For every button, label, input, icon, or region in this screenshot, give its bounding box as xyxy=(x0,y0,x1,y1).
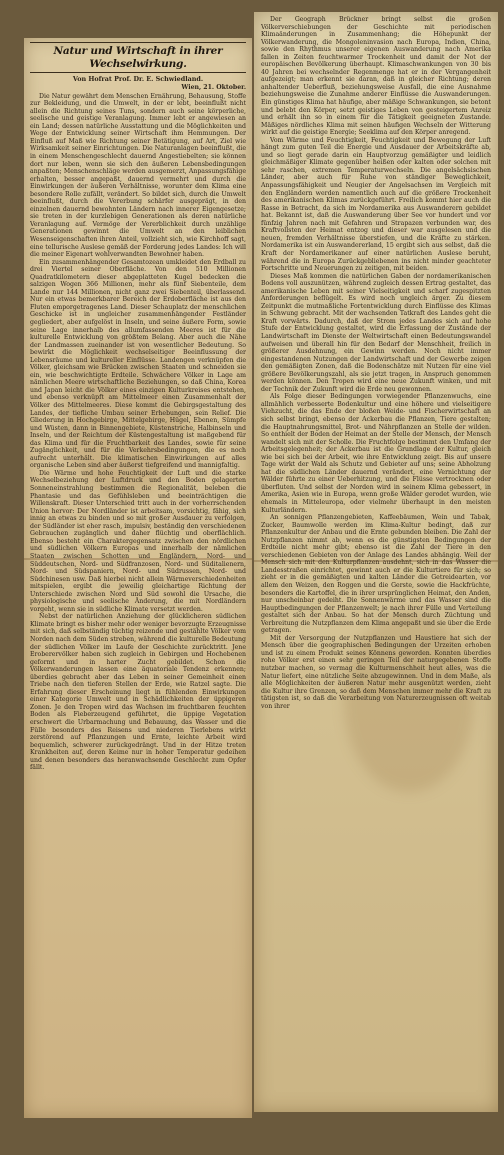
article-headline: Natur und Wirtschaft in ihrer Wechselwirkung. xyxy=(30,42,246,73)
right-text-column xyxy=(261,16,491,1108)
paragraph: Als Folge dieser Bedingungen vorwiegender Pflanzenwuchs, eine allmählich verbesserte Bodenkultur und eine höhere und vielseitigere Viehzucht, die das Ende der bloßen Weide- und Fischerwirtschaft an sich selbst bringt, ebenso der Ackerbau die Pflanzen, Tiere gestalten; die Hauptnahrungsmittel, Brot- und Nährpflanzen an Stelle der wilden. So enthielt der Boden der Heimat an der Stelle der Mensch, der Mensch wandelt sich mit der Scholle. Die Fruchtfolge bestimmt den Umfang der Arbeitsgelegenheit; der Ackerbau ist die Grundlage der Kultur, gleich wie bei sich bei der Arbeit, wie ihre Entwicklung zeigt. Bis auf unsere Tage wirkt der Wald als Schutz und Gebieter auf uns; seine Abholzung hat die südlichen Länder dauernd verändert, eine Vernichtung der Wälder führte zu einer Ueberhitzung, und die Flüsse vertrocknen oder überfluten. Und selbst der Norden wird in seinem Klima gebessert, in Amerika, Asien wie in Europa, wenn große Wälder gerodet wurden, wie ehemals in Mitteleuropa, oder vielmehr überhaupt in den meisten Kulturländern. xyxy=(261,393,491,514)
paragraph: Ein zusammenhängender Gesamtozean umkleidet den Erdball zu drei Viertel seiner Oberfläche. Von den 510 Millionen Quadratkilometern dieser abgeplatteten Kugel bedecken die salzigen Wogen 366 Millionen, mehr als fünf Siebenteile, dem Lande nur 144 Millionen, nicht ganz zwei Siebenteil, überlassend. Nur ein etwas bemerkbarer Bereich der Erdoberfläche ist aus den Fluten emporgetragenes Land. Dieser Schauplatz der menschlichen Geschicke ist in ungleicher zusammenhängender Festländer gegliedert, aber aufgelöst in Inseln, und seine äußere Form, sowie seine Lage innerhalb des allumfassenden Meeres ist für die kulturelle Entwicklung von größtem Belang. Aber auch die Nähe der Landmassen zueinander ist von wesentlicher Bedeutung. So bewirkt die Möglichkeit wechselseitiger Beeinflussung der Lebensräume und kultureller Einflüsse. Landengen verknüpfen die Völker, gleichsam wie Brücken zwischen Staaten und schneiden sie ein, wie beschwichtigte Erdteile. Schwächere Völker in Lage am nämlichen Meere wirtschaftliche Beziehungen, so daß China, Korea und Japan leicht die Völker eines einzigen Kulturkreises entstehen, und ebenso verknüpft am Mittelmeer einen Zusammenhalt der Völker des Mittelmeeres. Diese kommt die Gebirgsgestaltung des Landes, der tiefliche Umbau seiner Erhebungen, sein Relief. Die Gliederung in Hochgebirge, Mittelgebirge, Hügel, Ebenen, Sümpfe und Wüsten, dann in Binnengebiete, Küstenstriche, Halbinseln und Inseln, und der Reichtum der Küstengestaltung ist maßgebend für das Klima und für die Fruchtbarkeit des Landes, sowie für seine Zugänglichkeit, und für die Verkehrsbedingungen, die es noch aufrecht unterhält. Die klimatischen Einwirkungen auf alles organische Leben sind aber äußerst tiefgreifend und mannigfaltig. xyxy=(30,258,246,470)
left-clipping xyxy=(24,38,252,1118)
paragraph: Nebst der natürlichen Anziehung der glücklicheren südlichen Klimate bringt es bisher mehr oder weniger bevorzugte Erzeugnisse mit sich, daß selbständig tüchtig reizende und gestählte Völker vom Norden nach dem Süden streben, während die kulturelle Bedeutung der südlichen Völker im Laufe der Geschichte zurücktritt. Jene Eroberervölker haben sich zugleich in Gebirgen und Hochebenen geformt und in harter Zucht gebildet. Schon die Völkerwanderungen lassen eine äquatoriale Tendenz erkennen; überdies gebracht aber das Leben in seiner Gemeinheit einen Triebe nach den tieferen Stellen der Erde, wie Ratzel sagte. Die Erfahrung dieser Erscheinung liegt in fühlenden Einwirkungen einer Kategorie Umwelt und in Schädlichkeiten der üppigeren Zonen. Je den Tropen wird das Wachsen im fruchtbaren feuchten Boden als Fieberzeugend geführtet, die üppige Vegetation erschwert die Urbarmachung und Bebauung, das Wasser und die Fülle besonders des Reisens und niederen Tierlebens wirkt zerstörend auf Pflanzungen und Ernte, leichte Arbeit wird bequemlich, schwerer zurückgedrängt. Und in der Hitze treten Krankheiten auf, deren Keime nur in hoher Temperatur gedeihen und denen besonders das heranwachsende Geschlecht zum Opfer fällt. xyxy=(30,613,246,772)
paragraph: Dieses Maß kommen die natürlichen Gaben der nordamerikanischen Bodens voll auszunützen, während zugleich dessen Ertrag gestaltet, das amerikanische Leben mit seiner Vielseitigkeit und scharf zugespitzten Anforderungen beflügelt. Es wird noch ungleich ärger. Zu diesem Zeitpunkt die mutmaßliche Fortentwicklung durch Einflüsse des Klimas in Schwung gebracht. Mit der wachsenden Tatkraft des Landes geht die Kraft vorwärts. Dadurch, daß der Strom jedes Landes sich auf hohe Stufe der Entwicklung gestaltet, wird die Erfassung der Zustände der Landwirtschaft im Dienste der Weltwirtschaft einen Bedeutungswandel aufweisen und überall hin für den Bedarf der Menschheit, freilich in größerer Ausdehnung, ein Gewinn werden. Noch nicht immer eingestandenen Nutzungen der Landwirtschaft und der Gewerbe zeigen den gemäßigten Zonen, daß die Bodenschätze mit Nutzen für eine viel größere Bevölkerungszahl, als sie jetzt tragen, in Anspruch genommen werden können. Den Tropen wird eine neue Zukunft winken, und mit der Technik der Zukunft wird die Erde neu gewonnen. xyxy=(261,272,491,393)
paragraph: Die Natur gewährt dem Menschen Ernährung, Behausung, Stoffe zur Bekleidung, und die Umwelt, in der er lebt, beeinflußt nicht allein die Richtung seines Tuns, sondern auch seine körperliche, seelische und geistige Veranlagung. Immer lebt er angewiesen an ein Land; dessen natürliche Ausstattung und die Möglichkeiten und Wege der Entwicklung seiner Wirtschaft ihm Hemmungen. Der Einfluß auf Maß wie Richtung seiner Betätigung, auf Art, Ziel wie Wirksamkeit seiner Einrichtungen. Die Naturanlagen beeinflußt, die in einem Menschengeschlecht dauernd Angestiebelten; sie können dort nur leben, wenn sie sich den äußeren Lebensbedingungen anpaßten; Menschenschläge werden ausgemerzt, Anpassungsfähige erhalten, besser angepaßt, dauernd vermehrt und durch die Einwirkungen der äußeren Verhältnisse, worunter dem Klima eine besondere Rolle zufällt, verändert. So bildet sich, durch die Umwelt beeinflußt, durch die Vererbung schärfer ausgeprägt, in den einzelnen dauernd bewohnten Ländern nach innerer Eigengesetze; sie treten in der kurzlebigen Generationen als deren natürliche Veranlagung auf. Vermöge der Vererblichkeit durch unzählige Generationen gewinnt die Umwelt an den leiblichen Wesenseigenschaften ihren Anteil, vollzieht sich, wie Kirchhoff sagt, eine tellurische Auslese gemäß der Forderung jedes Landes: Ich will die meiner Eigenart wohlverwandten Bewohner haben. xyxy=(30,92,246,259)
paragraph: Vom Wärme und Feuchtigkeit, Feuchtigkeit und Bewegung der Luft hängt zum guten Teil die Energie und Ausdauer der Arbeitskräfte ab, und so liegt gerade darin ein Hauptvorzug gemäßigter und leidlich gleichmäßiger Klimate gegenüber heißen oder kalten oder solchen mit sehr raschen, extremen Temperaturwechseln. Die angelsächsischen Länder, aber auch für Ruhe von ständiger Beweglichkeit, Anpassungsfähigkeit und Neugier der Angelsachsen im Vergleich mit den Engländern werden namentlich auch auf die größere Trockenheit des amerikanischen Klimas zurückgeführt. Freilich kommt hier auch die Rasse in Betracht, da sich im Nordamerika aus Auswanderern gebildet hat. Bekannt ist, daß die Auswanderung über See vor hundert und vor fünfzig Jahren nach mit Gefahren und Strapazen verbunden war, des Kraftvollsten der Heimat entzog und dieser war ausgelesen und die neuen, fremden Verhältnisse überstiefen, und die Kräfte zu stärken. Nordamerika ist ein Auswandererland, 15 ergibt sich aus selbst, daß die Kraft der Nordamerikaner auf einer natürlichen Auslese beruht, während die in Europa Zurückgebliebenen ins nicht minder geachteter Fortschritte und Neuerungen zu zeitigen, mit beiden. xyxy=(261,136,491,273)
article-dateline: Wien, 21. Oktober. xyxy=(181,84,246,91)
paragraph: An sonnigen Pflanzengebieten, Kaffeebäumen, Wein und Tabak, Zucker, Baumwolle werden im Klima-Kultur bedingt, daß zur Pflanzenkultur der Anbau und die Ernte gebunden bleiben. Die Zahl der Nutzpflanzen nimmt ab, wenn es die günstigsten Bedingungen der Erdteile nicht mehr gibt; ebenso ist die Zahl der Tiere in den verschiedenen Gebieten von der Anlage des Landes abhängig. Weil der Mensch sich mit den Kulturpflanzen ausdehnt, sich in das Wasser die Landesstraßen einrichtet, gewinnt auch er die Kulturtiere für sich; so zieht er in die gemäßigten und kalten Länder die Getreidearten, vor allem den Weizen, den Roggen und die Gerste, sowie die Hackfrüchte, besonders die Kartoffel, die in ihrer ursprünglichen Heimat, den Anden, nur unscheinbar gedeiht. Die Sonnenwärme und das Wasser sind die Hauptbedingungen der Pflanzenwelt; je nach ihrer Fülle und Verteilung gestaltet sich der Anbau. So hat der Mensch durch Züchtung und Verbreitung die Nutzpflanzen dem Klima angepaßt und sie über die Erde getragen. xyxy=(261,514,491,635)
paragraph: Mit der Versorgung der Nutzpflanzen und Haustiere hat sich der Mensch über die geographischen Bedingungen der Urzeiten erhoben und ist zu einem Produkt seines Könnens geworden. Konnten überdies rohe Völker erst einen sehr geringen Teil der naturgegebenen Stoffe nutzbar machen, so vermag die Kulturmenschheit heut alles, was die Natur liefert, eine nützliche Seite abzugewinnen. Und in dem Maße, als alle Möglichkeiten der äußeren Natur mehr ausgenützt werden, zieht die Kultur ihre Grenzen, so daß dem Menschen immer mehr die Kraft zu tätigsten ist, so daß die Verarbeitung von Naturerzeugnissen oft weitab von ihrer xyxy=(261,634,491,710)
paragraph: Der Geograph Brückner bringt selbst die großen Völkerverschiebungen der Geschichte mit periodischen Klimaänderungen in Zusammenhang; die Höhepunkt der Völkerwanderung, die Mongoleninvasion nach Europa, Indien, China, sowie den Rhythmus unserer eigenen Auswanderung nach Amerika fallen in Zeiten feuchtwarmer Trockenheit und damit der Not der europäischen Bevölkerung überhaupt. Klimaschwankungen von 30 bis 40 Jahren bei wechselnder Regenmenge hat er in der Vergangenheit aufgezeigt; man erkennt sie daran, daß in gleicher Richtung; deren anhaltender Ueberfluß, beziehungsweise Ausfall, die eine Ausnahme beziehungsweise die Zunahme anderer Einflüsse die Auswanderungen. Ein günstiges Klima hat häufige, aber mäßige Schwankungen, sie betont und belebt den Körper, setzt geistiges Leben von gesteigertem Anreiz und erhält ihn so in einem für die Tätigkeit geeigneten Zustande. Mäßiges nördliches Klima mit seinen häufigen Wechseln der Witterung wirkt auf die geistige Energie; Seeklima auf den Körper anregend. xyxy=(261,16,491,137)
left-text-column xyxy=(30,42,246,1114)
article-byline: Von Hofrat Prof. Dr. E. Schwiedland. xyxy=(72,75,204,83)
right-clipping xyxy=(254,12,498,1112)
paragraph: Die Wärme und hohe Feuchtigkeit der Luft und die starke Wechselbeziehung der Luftdruck und den Boden gelagerten Sonneneinstrahlung bestimmen die Regionalität, beleben die Phantasie und das Gefühlsleben und beeinträchtigen die Willenskraft. Dieser Unterschied tritt auch in der vorherrschenden Union hervor: Der Nordländer ist arbeitsam, vorsichtig, fähig, sich innig an etwas zu binden und so mit großer Ausdauer zu verfolgen, der Südländer ist eher rasch, impulsiv, beständig den verschiedenen Gebrauchen zugänglich und daher flüchtig und oberflächlich. Ebenso besteht ein Charaktergegensatz zwischen den nördlichen und südlichen Völkern Europas und innerhalb der nämlichen Staaten zwischen Schotten und Engländern, Nord- und Süddeutschen, Nord- und Südfranzosen, Nord- und Süditalienern, Nord- und Südspaniern, Nord- und Südrussen, Nord- und Südchinesen usw. Daß hierbei nicht allein Wärmeverschiedenheiten mitspielen, ergibt die jeweilig gleichartige Richtung der Unterschiede zwischen Nord und Süd sowohl die Ursache, die physiologische und seelische Änderung, die mit Nordländern vorgeht, wenn sie in südliche Klimate versetzt werden. xyxy=(30,469,246,613)
